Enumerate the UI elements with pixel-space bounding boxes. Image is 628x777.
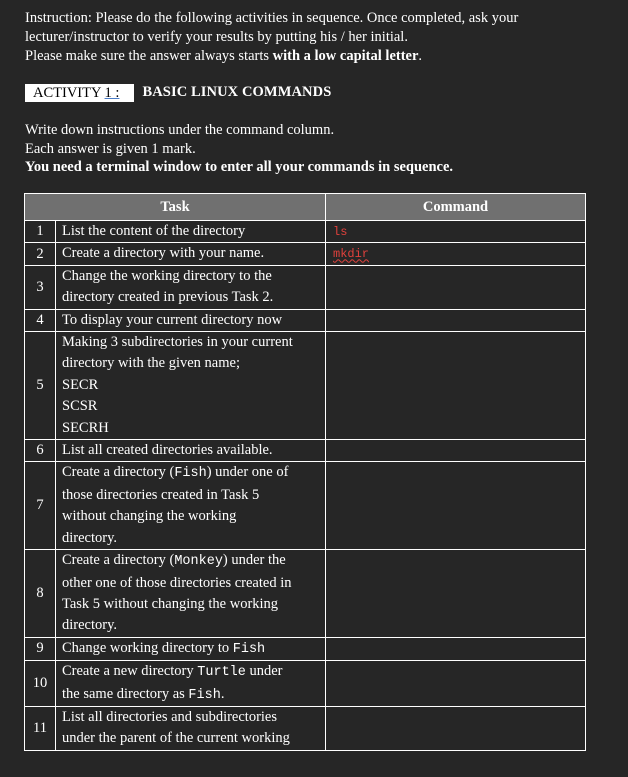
row-number: 3 [25,265,56,309]
row-number: 11 [25,706,56,750]
task-cell [56,243,326,265]
instruction-line-3-prefix: Please make sure the answer always starts [25,48,273,64]
table-row [25,265,586,309]
code-monkey: Monkey [174,554,223,570]
task-text: Change working directory to [62,639,233,656]
instruction-line-3 [25,47,615,66]
task-text: the same directory as [62,685,189,702]
table-row [25,440,586,462]
instruction-line-3-bold: with a low capital letter [272,48,419,64]
task-cell [56,221,326,243]
task-line: SCSR [62,398,98,415]
command-cell[interactable] [326,265,586,309]
instruction-line-1: Instruction: Please do the following activities in sequence. Once completed, ask your [25,10,519,26]
activity-label-box [25,84,134,102]
task-line: List the content of the directory [62,223,246,239]
activity-number: 1 : [104,84,120,101]
activity-heading [25,83,331,102]
task-line: without changing the working [62,508,237,525]
task-cell [56,637,326,660]
table-row [25,637,586,660]
code-turtle: Turtle [197,665,246,681]
task-text: . [220,685,225,702]
table-row [25,706,586,750]
task-line: Task 5 without changing the working [62,595,279,612]
command-cell[interactable] [326,637,586,660]
task-line: directory. [62,617,118,634]
task-text: Create a new directory [62,663,198,680]
row-number: 5 [25,332,56,440]
task-line: directory. [62,529,118,546]
task-line: SECRH [62,419,109,436]
code-fish: Fish [188,687,221,703]
task-line: List all directories and subdirectories [62,708,278,725]
table-row [25,243,586,265]
task-line: those directories created in Task 5 [62,486,260,503]
intro-line-1: Write down instructions under the command column. [25,122,335,138]
table-row [25,661,586,707]
row-number: 6 [25,440,56,462]
row-number: 1 [25,221,56,243]
task-cell [56,550,326,638]
task-line: directory with the given name; [62,355,240,372]
task-text: Create a directory ( [62,464,175,481]
command-cell[interactable] [326,309,586,331]
task-line: List all created directories available. [62,442,273,459]
command-cell[interactable] [326,706,586,750]
command-cell[interactable] [326,661,586,707]
task-cell [56,706,326,750]
row-number: 8 [25,550,56,638]
activity-table [24,193,586,751]
task-cell [56,440,326,462]
row-number: 2 [25,243,56,265]
table-row [25,550,586,638]
task-cell [56,332,326,440]
code-fish: Fish [232,641,266,657]
table-row [25,309,586,331]
instruction-block [25,9,615,66]
intro-line-2: Each answer is given 1 mark. [25,140,196,157]
instruction-line-3-suffix: . [418,48,423,64]
task-text: ) under the [222,552,286,569]
task-line [62,550,319,572]
task-line: Create a directory with your name. [62,245,265,262]
row-number: 7 [25,462,56,550]
table-row [25,332,586,440]
task-cell [56,265,326,309]
task-line: under the parent of the current working [62,730,290,747]
task-cell [56,661,326,707]
intro-line-3-bold: You need a terminal window to enter all your commands in sequence. [25,159,454,175]
intro-block [25,121,615,177]
task-line [62,462,319,484]
task-line [62,684,319,706]
intro-line-3 [25,158,615,177]
task-text: under [245,663,283,680]
row-number: 9 [25,637,56,660]
code-fish: Fish [174,466,207,482]
command-cell[interactable] [326,440,586,462]
task-header: Task [25,194,326,221]
command-cell[interactable] [326,550,586,638]
task-line: Change the working directory to the [62,267,272,284]
table-row [25,462,586,550]
command-cell[interactable] [326,243,586,265]
task-line: Making 3 subdirectories in your current [62,334,293,351]
task-cell [56,462,326,550]
row-number: 4 [25,309,56,331]
task-line [62,661,319,683]
task-line [62,638,319,660]
task-line: SECR [62,376,99,393]
task-line: directory created in previous Task 2. [62,289,274,306]
activity-label: ACTIVITY [33,84,105,101]
task-line: other one of those directories created in [62,574,292,591]
command-header: Command [326,194,586,221]
table-row [25,221,586,243]
row-number: 10 [25,661,56,707]
task-cell [56,309,326,331]
table-header-row [25,194,586,221]
command-text: ls [333,225,348,239]
command-text: mkdir [333,247,370,262]
task-text: ) under one of [206,464,289,481]
command-cell[interactable] [326,221,586,243]
activity-title: BASIC LINUX COMMANDS [142,84,332,100]
instruction-line-2: lecturer/instructor to verify your results by putting his / her initial. [25,29,408,45]
command-cell[interactable] [326,332,586,440]
command-cell[interactable] [326,462,586,550]
task-line: To display your current directory now [62,311,283,328]
task-text: Create a directory ( [62,552,175,569]
